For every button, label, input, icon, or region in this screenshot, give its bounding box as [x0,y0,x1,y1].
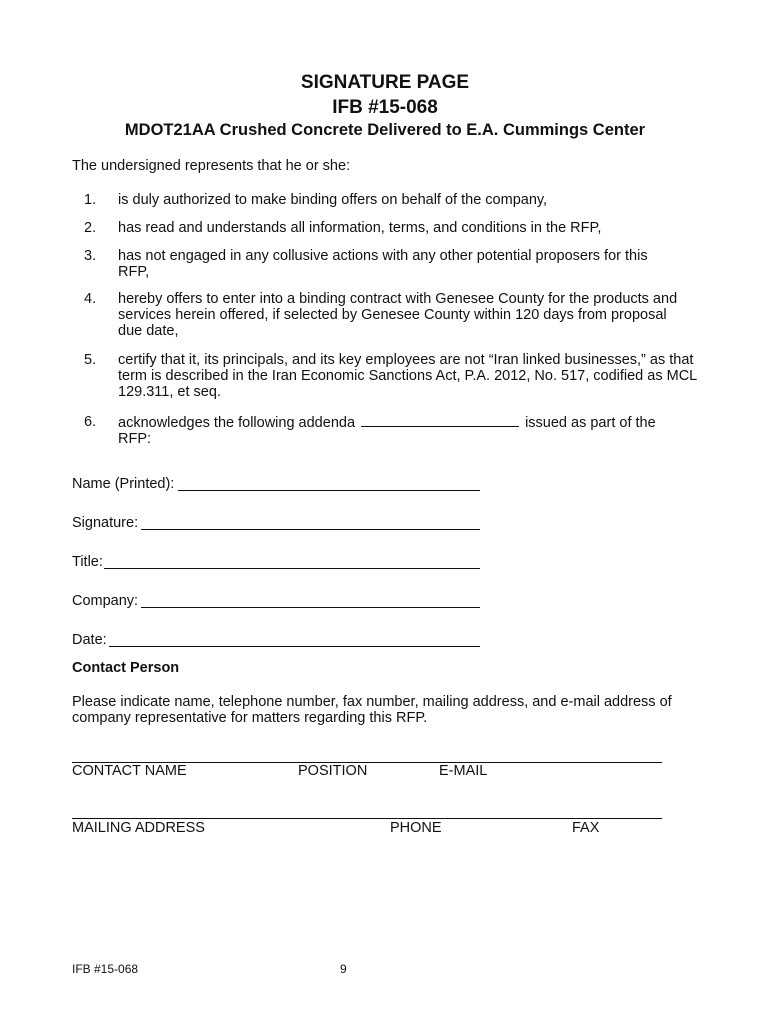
list-item-text: has not engaged in any collusive actions with any other potential proposers for this RFP, [118,248,648,280]
list-item-number: 5. [84,352,97,368]
signature-label: Signature: [72,515,139,531]
company-line[interactable] [141,593,480,608]
title-label: Title: [72,554,103,570]
phone-label: PHONE [390,820,442,836]
signature-line[interactable] [141,515,480,530]
list-item-number: 3. [84,248,97,264]
page-number: 9 [340,962,347,976]
list-item-number: 6. [84,414,97,430]
list-item-text: hereby offers to enter into a binding contract with Genesee County for the products and services herein offered, if selected by Genesee County within 120 days from proposal due date, [118,291,678,339]
contact-row-2-line[interactable] [72,818,662,819]
page-subtitle: MDOT21AA Crushed Concrete Delivered to E.A. Cummings Center [124,121,646,139]
fax-label: FAX [572,820,600,836]
company-label: Company: [72,593,139,609]
footer-ifb: IFB #15-068 [72,962,139,976]
page-title: SIGNATURE PAGE [300,72,470,93]
position-label: POSITION [298,763,368,779]
contact-instructions: Please indicate name, telephone number, fax number, mailing address, and e-mail address of company representative for matters regarding this RFP. [72,694,672,726]
intro-text: The undersigned represents that he or she: [72,158,351,174]
list-item-text: is duly authorized to make binding offers on behalf of the company, [118,192,548,208]
list-item-number: 1. [84,192,97,208]
date-line[interactable] [109,632,480,647]
contact-person-heading: Contact Person [72,660,180,676]
ifb-number: IFB #15-068 [332,97,438,118]
list-item-text: issued as part of the RFP: [118,415,656,447]
title-line[interactable] [104,554,480,569]
contact-name-label: CONTACT NAME [72,763,187,779]
list-item-number: 4. [84,291,97,307]
addenda-blank-line[interactable] [361,414,519,427]
list-item-number: 2. [84,220,97,236]
list-item-text: acknowledges the following addenda [118,415,356,431]
list-item-text: has read and understands all information, terms, and conditions in the RFP, [118,220,602,236]
email-label: E-MAIL [439,763,488,779]
mailing-address-label: MAILING ADDRESS [72,820,205,836]
name-printed-line[interactable] [178,476,480,491]
name-printed-label: Name (Printed): [72,476,175,492]
date-label: Date: [72,632,107,648]
list-item-text: certify that it, its principals, and its key employees are not “Iran linked businesses,” as that term is described in the Iran Economic Sanctions Act, P.A. 2012, No. 517, codified as MCL 129.311, et seq. [118,352,697,400]
